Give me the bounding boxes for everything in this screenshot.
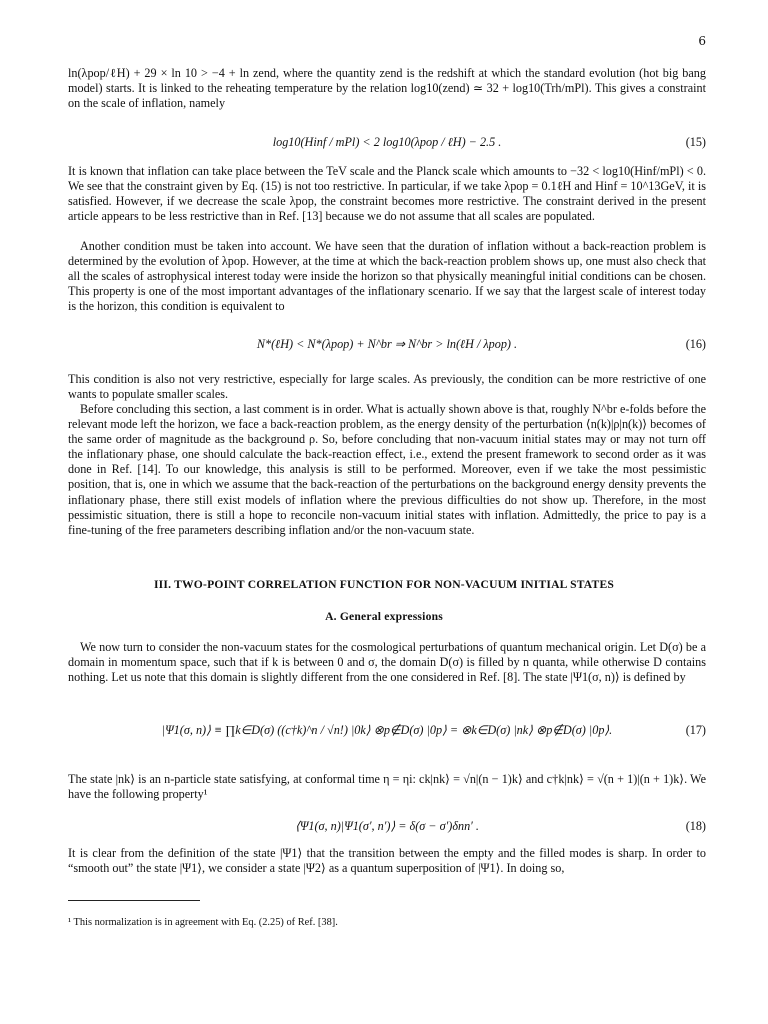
equation-15 (68, 128, 706, 158)
equation-18-body: ⟨Ψ1(σ, n)|Ψ1(σ′, n′)⟩ = δ(σ − σ′)δnn′ . (295, 819, 479, 833)
paragraph-n-particle-state: The state |nk⟩ is an n-particle state satisfying, at conformal time η = ηi: ck|nk⟩ = √n|(n − 1)k⟩ and c†k|nk⟩ = √(n + 1)|(n + 1)k⟩. We have the following property¹ (68, 772, 706, 802)
paragraph-back-reaction: Before concluding this section, a last comment is in order. What is actually shown above is that, roughly N^br e-folds before the relevant mode left the horizon, we face a back-reaction problem, as the energy density of the perturbation ⟨n(k)|ρ|n(k)⟩ becomes of the same order of magnitude as the background ρ. So, before concluding that non-vacuum initial states may or may not turn off the inflationary phase, one should calculate the back-reaction effect, i.e., extend the present framework to second order as it was done in Ref. [14]. To our knowledge, this analysis is still to be performed. Moreover, even if we take the most pessimistic position, that is, one in which we assume that the back-reaction of the perturbations on the background energy density prevents the inflationary phase, there still exist models of inflation where the previous difficulties do not show up. Therefore, in the most pessimistic situation, there is still a hope to reconcile non-vacuum initial states with inflation. Admittedly, the price to pay is a fine-tuning of the free parameters describing inflation and/or the non-vacuum state. (68, 402, 706, 537)
paragraph-horizon-condition: Another condition must be taken into account. We have seen that the duration of inflation without a back-reaction problem is determined by the evolution of λpop. However, at the time at which the back-reaction problem shows up, one must also check that all the scales of astrophysical interest today were inside the horizon so that physically meaningful initial conditions can be chosen. This property is one of the most important advantages of the inflationary scenario. If we say that the largest scale of interest today is the horizon, this condition is equivalent to (68, 239, 706, 314)
paragraph-non-vacuum-states: We now turn to consider the non-vacuum states for the cosmological perturbations of quantum mechanical origin. Let D(σ) be a domain in momentum space, such that if k is between 0 and σ, the domain D(σ) is filled by n quanta, while otherwise D contains nothing. Let us note that this domain is slightly different from the one considered in Ref. [8]. The state |Ψ1(σ, n)⟩ is defined by (68, 640, 706, 685)
footnote: ¹ This normalization is in agreement with Eq. (2.25) of Ref. [38]. (68, 917, 338, 928)
equation-17-number: (17) (685, 723, 706, 737)
equation-15-body: log10(Hinf / mPl) < 2 log10(λpop / ℓH) − 2.5 . (272, 135, 502, 149)
equation-15-number: (15) (685, 135, 706, 149)
paragraph-intro: ln(λpop/ℓH) + 29 × ln 10 > −4 + ln zend, where the quantity zend is the redshift at which the standard evolution (hot big bang model) starts. It is linked to the reheating temperature by the relation log10(zend) ≃ 32 + log10(Trh/mPl). This gives a constraint on the scale of inflation, namely (68, 66, 706, 111)
equation-17-body: |Ψ1(σ, n)⟩ ≡ ∏k∈D(σ) ((c†k)^n / √n!) |0k⟩ ⊗p∉D(σ) |0p⟩ = ⊗k∈D(σ) |nk⟩ ⊗p∉D(σ) |0p⟩. (161, 723, 613, 737)
equation-16-number: (16) (685, 337, 706, 351)
paragraph-restrictive: This condition is also not very restrictive, especially for large scales. As previously, the condition can be more restrictive of one wants to populate smaller scales. (68, 372, 706, 402)
equation-16 (68, 330, 706, 360)
equation-18 (68, 812, 706, 842)
paragraph-smooth-out: It is clear from the definition of the state |Ψ1⟩ that the transition between the empty and the filled modes is sharp. In order to “smooth out” the state |Ψ1⟩, we consider a state |Ψ2⟩ as a quantum superposition of |Ψ1⟩. In doing so, (68, 846, 706, 876)
paragraph-inflation-scale: It is known that inflation can take place between the TeV scale and the Planck scale which amounts to −32 < log10(Hinf/mPl) < 0. We see that the constraint given by Eq. (15) is not too restrictive. In particular, if we take λpop = 0.1ℓH and Hinf = 10^13GeV, it is satisfied. However, if we decrease the scale λpop, the constraint becomes more restrictive. The constraint derived in the present article appears to be less restrictive than in Ref. [13] because we do not assume that all scales are populated. (68, 164, 706, 224)
page-number: 6 (698, 34, 706, 48)
section-heading: III. TWO-POINT CORRELATION FUNCTION FOR NON-VACUUM INITIAL STATES (153, 578, 615, 591)
equation-16-body: N*(ℓH) < N*(λpop) + N^br ⇒ N^br > ln(ℓH / λpop) . (256, 337, 518, 351)
subsection-heading: A. General expressions (325, 610, 443, 623)
equation-18-number: (18) (685, 819, 706, 833)
footnote-rule (68, 900, 200, 901)
equation-17 (68, 716, 706, 746)
